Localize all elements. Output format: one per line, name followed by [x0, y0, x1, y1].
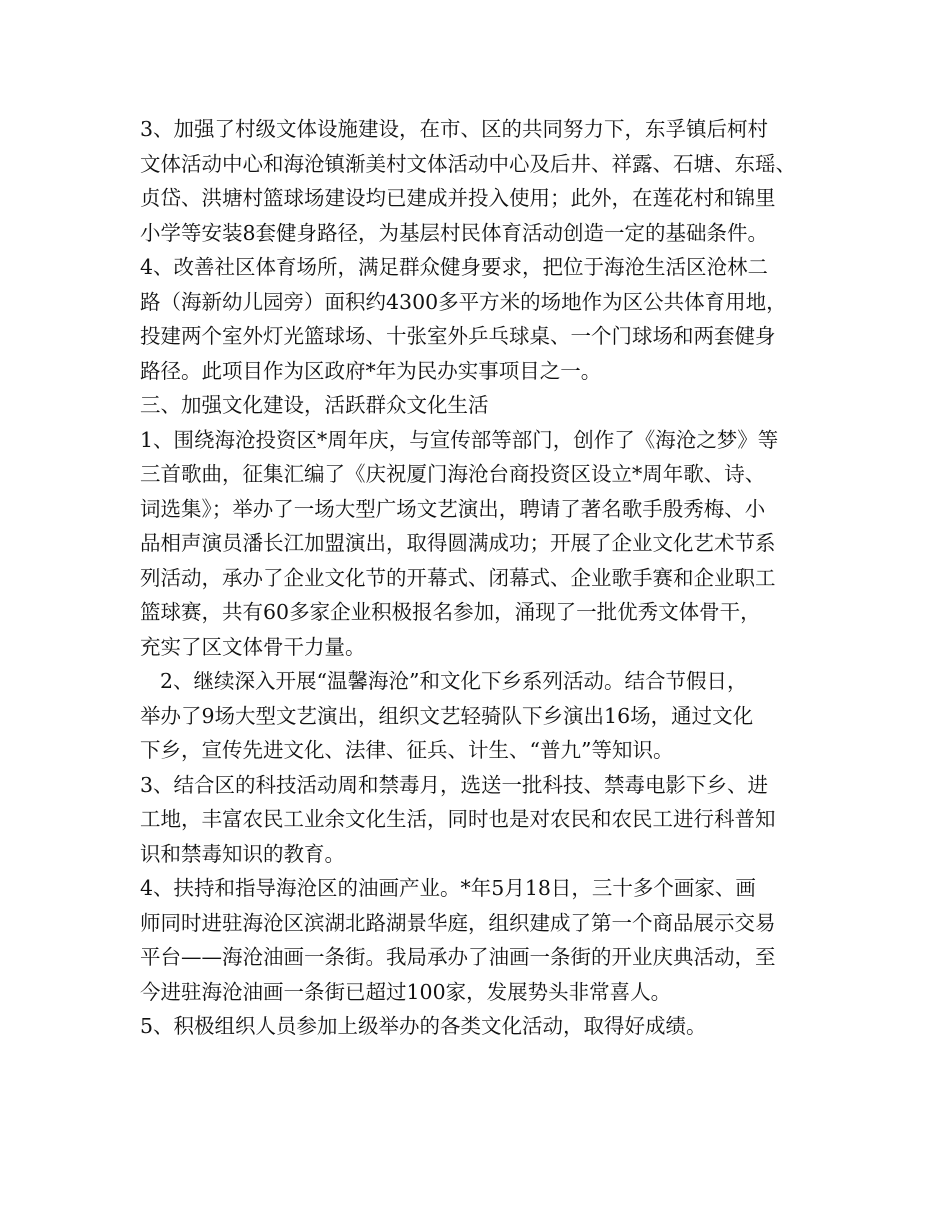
text-line: 识和禁毒知识的教育。 — [140, 841, 345, 866]
text-line: 平台——海沧油画一条街。我局承办了油画一条街的开业庆典活动，至 — [140, 945, 776, 969]
text-line: 贞岱、洪塘村篮球场建设均已建成并投入使用；此外，在莲花村和锦里 — [140, 186, 776, 210]
text-line: 文体活动中心和海沧镇渐美村文体活动中心及后井、祥露、石塘、东瑶、 — [140, 151, 796, 176]
text-line: 师同时进驻海沧区滨湖北路湖景华庭，组织建成了第一个商品展示交易 — [140, 910, 776, 935]
text-line: 充实了区文体骨干力量。 — [140, 634, 366, 659]
text-line: 4、改善社区体育场所，满足群众健身要求，把位于海沧生活区沧林二 — [140, 255, 769, 279]
text-line: 4、扶持和指导海沧区的油画产业。*年5月18日，三十多个画家、画 — [140, 876, 756, 900]
text-line: 3、加强了村级文体设施建设，在市、区的共同努力下，东孚镇后柯村 — [140, 117, 769, 141]
text-line: 下乡，宣传先进文化、法律、征兵、计生、“普九”等知识。 — [140, 738, 674, 762]
text-line: 篮球赛，共有60多家企业积极报名参加，涌现了一批优秀文体骨干， — [140, 600, 761, 624]
text-line: 列活动，承办了企业文化节的开幕式、闭幕式、企业歌手赛和企业职工 — [140, 565, 776, 590]
text-line: 今进驻海沧油画一条街已超过100家，发展势头非常喜人。 — [140, 979, 672, 1004]
section-heading: 三、加强文化建设，活跃群众文化生活 — [140, 393, 489, 417]
text-line: 小学等安装8套健身路径，为基层村民体育活动创造一定的基础条件。 — [140, 220, 769, 245]
text-line: 1、围绕海沧投资区*周年庆，与宣传部等部门，创作了《海沧之梦》等 — [140, 427, 779, 452]
document-body — [140, 112, 840, 1044]
text-line: 3、结合区的科技活动周和禁毒月，选送一批科技、禁毒电影下乡、进 — [140, 772, 769, 797]
text-line: 路（海新幼儿园旁）面积约4300多平方米的场地作为区公共体育用地， — [140, 289, 787, 314]
text-line: 工地，丰富农民工业余文化生活，同时也是对农民和农民工进行科普知 — [140, 807, 776, 831]
text-line: 举办了9场大型文艺演出，组织文艺轻骑队下乡演出16场，通过文化 — [140, 703, 754, 728]
text-line: 三首歌曲，征集汇编了《庆祝厦门海沧台商投资区设立*周年歌、诗、 — [140, 462, 766, 486]
text-line: 5、积极组织人员参加上级举办的各类文化活动，取得好成绩。 — [140, 1014, 707, 1038]
text-line: 品相声演员潘长江加盟演出，取得圆满成功；开展了企业文化艺术节系 — [140, 531, 776, 555]
text-line: 路径。此项目作为区政府*年为民办实事项目之一。 — [140, 358, 602, 383]
text-line: 投建两个室外灯光篮球场、十张室外乒乓球桌、一个门球场和两套健身 — [140, 324, 776, 348]
text-line: 2、继续深入开展“温馨海沧”和文化下乡系列活动。结合节假日， — [160, 669, 748, 693]
text-line: 词选集》；举办了一场大型广场文艺演出，聘请了著名歌手殷秀梅、小 — [140, 496, 766, 521]
